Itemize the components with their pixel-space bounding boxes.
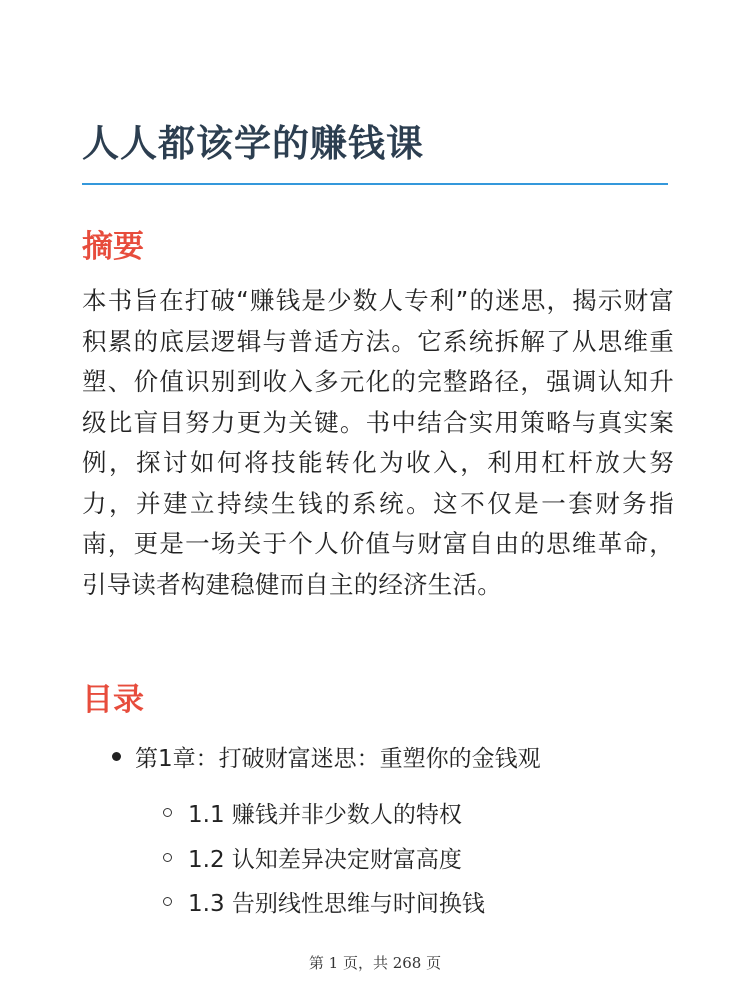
page-footer: 第 1 页，共 268 页 (308, 954, 442, 972)
document-title: 人人都该学的赚钱课 (82, 122, 424, 165)
abstract-heading: 摘要 (82, 229, 144, 265)
toc-section-1-3[interactable]: 1.3 告别线性思维与时间换钱 (188, 891, 485, 917)
bullet-circle-icon (163, 897, 172, 906)
bullet-dot-icon (112, 752, 121, 761)
toc-chapter-1[interactable]: 第1章：打破财富迷思：重塑你的金钱观 (135, 746, 541, 772)
toc-section-1-2[interactable]: 1.2 认知差异决定财富高度 (188, 847, 462, 873)
bullet-circle-icon (163, 808, 172, 817)
toc-section-1-1[interactable]: 1.1 赚钱并非少数人的特权 (188, 802, 462, 828)
toc-heading: 目录 (82, 682, 144, 718)
bullet-circle-icon (163, 853, 172, 862)
abstract-paragraph: 本书旨在打破“赚钱是少数人专利”的迷思，揭示财富积累的底层逻辑与普适方法。它系统拆解了从思维重塑、价值识别到收入多元化的完整路径，强调认知升级比盲目努力更为关键。书中结合实用策略与真实案例，探讨如何将技能转化为收入，利用杠杆放大努力，并建立持续生钱的系统。这不仅是一套财务指南，更是一场关于个人价值与财富自由的思维革命，引导读者构建稳健而自主的经济生活。 (82, 286, 674, 599)
title-divider (82, 183, 668, 185)
